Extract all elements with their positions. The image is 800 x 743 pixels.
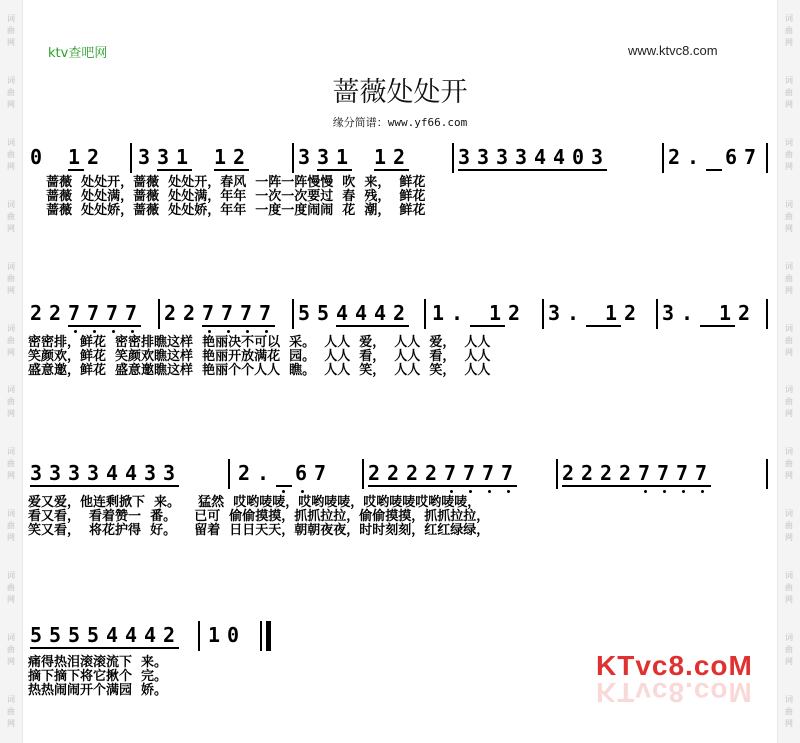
note-digit: 2 (387, 461, 400, 485)
watermark-glyphs (778, 0, 800, 62)
bar-line (656, 299, 658, 329)
watermark-glyph: 词 (7, 75, 15, 85)
note-digit: 2 (164, 301, 177, 325)
watermark-glyphs (778, 124, 800, 186)
note-digit: 3 (515, 145, 528, 169)
note-digit: 7 (444, 461, 457, 485)
note-digit: 1 (489, 301, 502, 325)
lyric-line: 盛意邀，鲜花 盛意邀瞧这样 艳丽个个人人 瞧。 人人 笑， 人人 笑， 人人 (28, 363, 491, 378)
watermark-glyph: 曲 (7, 397, 15, 407)
watermark-glyphs (778, 681, 800, 743)
note-digit: 1 (176, 145, 189, 169)
note-digit: 4 (534, 145, 547, 169)
note-digit: . (681, 301, 694, 325)
note-digit: 1 (432, 301, 445, 325)
beam-underline (562, 485, 711, 487)
lyric-line: 爱又爱，他连剩掀下 来。 猛然 哎哟唛唛，哎哟唛唛，哎哟唛唛哎哟唛唛， (28, 495, 481, 510)
note-digit: 7 (125, 301, 138, 325)
watermark-glyph: 网 (785, 657, 793, 667)
note-digit: 2 (233, 145, 246, 169)
watermark-glyph: 曲 (785, 707, 793, 717)
watermark-glyphs (0, 681, 22, 743)
watermark-glyphs (0, 0, 22, 62)
watermark-glyphs (778, 372, 800, 434)
note-digit: 3 (591, 145, 604, 169)
watermark-glyphs (778, 186, 800, 248)
note-digit: 7 (657, 461, 670, 485)
lower-octave-dot (74, 330, 77, 333)
lower-octave-dot (131, 330, 134, 333)
note-digit: 7 (240, 301, 253, 325)
watermark-glyph: 词 (785, 385, 793, 395)
watermark-glyphs (0, 619, 22, 681)
ktvc8-logo-reflection: KTvc8.coM (596, 677, 753, 708)
score-system-2 (28, 298, 774, 378)
note-digit: 2 (619, 461, 632, 485)
note-digit: 4 (374, 301, 387, 325)
beam-underline (276, 485, 292, 487)
lower-octave-dot (282, 490, 285, 493)
note-digit: 3 (144, 461, 157, 485)
note-digit: 3 (662, 301, 675, 325)
note-digit: 4 (125, 623, 138, 647)
song-title: 蔷薇处处开 (332, 77, 468, 108)
watermark-glyph: 曲 (7, 211, 15, 221)
beam-underline (368, 485, 517, 487)
note-digit: 7 (221, 301, 234, 325)
lower-octave-dot (208, 330, 211, 333)
note-digit: 7 (482, 461, 495, 485)
beam-underline (30, 485, 179, 487)
watermark-glyph: 词 (785, 633, 793, 643)
lyric-line: 摘下摘下将它揪个 完。 (28, 669, 168, 684)
lower-octave-dot (265, 330, 268, 333)
lower-octave-dot (246, 330, 249, 333)
watermark-glyph: 网 (785, 719, 793, 729)
watermark-glyph: 曲 (785, 459, 793, 469)
note-digit: 7 (744, 145, 757, 169)
lower-octave-dot (301, 490, 304, 493)
watermark-glyphs (778, 495, 800, 557)
note-digit: 0 (572, 145, 585, 169)
score-system-3 (28, 458, 774, 538)
watermark-glyph: 曲 (7, 707, 15, 717)
note-digit: 3 (548, 301, 561, 325)
beam-underline (202, 325, 275, 327)
watermark-glyph: 曲 (7, 583, 15, 593)
watermark-glyph: 曲 (7, 459, 15, 469)
note-digit: 2 (393, 145, 406, 169)
lyric-line: 密密排，鲜花 密密排瞧这样 艳丽决不可以 采。 人人 爱， 人人 爱， 人人 (28, 335, 491, 350)
bar-line (766, 143, 768, 173)
watermark-glyphs (778, 619, 800, 681)
lyric-line: 蔷薇 处处开，蔷薇 处处开，春风 一阵一阵慢慢 吹 来， 鲜花 (28, 175, 426, 190)
lower-octave-dot (450, 490, 453, 493)
bar-line (362, 459, 364, 489)
lyric-line: 笑颜欢，鲜花 笑颜欢瞧这样 艳丽开放满花 园。 人人 看， 人人 看， 人人 (28, 349, 491, 364)
watermark-glyph: 网 (785, 161, 793, 171)
beam-underline (68, 325, 141, 327)
watermark-glyph: 曲 (7, 521, 15, 531)
note-digit: 1 (214, 145, 227, 169)
watermark-glyph: 网 (7, 595, 15, 605)
note-digit: 2 (393, 301, 406, 325)
bar-line (542, 299, 544, 329)
watermark-glyph: 曲 (7, 25, 15, 35)
bar-line (556, 459, 558, 489)
watermark-glyph: 曲 (7, 645, 15, 655)
note-digit: . (567, 301, 580, 325)
watermark-glyph: 词 (785, 323, 793, 333)
watermark-glyph: 网 (7, 37, 15, 47)
watermark-glyphs (0, 310, 22, 372)
watermark-glyph: 曲 (785, 583, 793, 593)
note-digit: 2 (624, 301, 637, 325)
note-digit: 2 (406, 461, 419, 485)
watermark-glyph: 曲 (785, 521, 793, 531)
beam-underline (157, 169, 192, 171)
lyric-line: 痛得热泪滚滚流下 来。 (28, 655, 168, 670)
watermark-glyph: 网 (785, 223, 793, 233)
note-digit: 6 (295, 461, 308, 485)
notes-row (28, 298, 774, 330)
watermark-glyph: 网 (7, 471, 15, 481)
watermark-glyph: 曲 (785, 25, 793, 35)
watermark-glyph: 网 (785, 99, 793, 109)
note-digit: 1 (374, 145, 387, 169)
note-digit: 2 (163, 623, 176, 647)
watermark-glyph: 网 (785, 347, 793, 357)
watermark-glyphs (778, 557, 800, 619)
beam-underline (700, 325, 735, 327)
beam-underline (586, 325, 621, 327)
watermark-glyph: 词 (785, 695, 793, 705)
watermark-glyph: 网 (785, 285, 793, 295)
note-digit: 3 (163, 461, 176, 485)
watermark-glyph: 网 (785, 595, 793, 605)
watermark-glyph: 词 (785, 447, 793, 457)
note-digit: 1 (208, 623, 221, 647)
lyric-line: 蔷薇 处处娇，蔷薇 处处娇，年年 一度一度闹闹 花 潮， 鲜花 (28, 203, 426, 218)
note-digit: 5 (317, 301, 330, 325)
note-digit: 2 (368, 461, 381, 485)
note-digit: 7 (68, 301, 81, 325)
bar-line (198, 621, 200, 651)
beam-underline (336, 325, 409, 327)
watermark-glyph: 词 (785, 137, 793, 147)
final-bar-thick (266, 621, 271, 651)
watermark-glyphs (778, 433, 800, 495)
beam-underline (374, 169, 409, 171)
lower-octave-dot (112, 330, 115, 333)
site-url[interactable]: www.ktvc8.com (628, 43, 718, 58)
watermark-glyph: 词 (7, 633, 15, 643)
note-digit: . (257, 461, 270, 485)
watermark-glyphs (0, 495, 22, 557)
note-digit: 4 (553, 145, 566, 169)
lyric-line: 蔷薇 处处满，蔷薇 处处满，年年 一次一次要过 春 残， 鲜花 (28, 189, 426, 204)
watermark-glyph: 曲 (785, 211, 793, 221)
note-digit: 2 (738, 301, 751, 325)
watermark-glyph: 曲 (785, 149, 793, 159)
note-digit: 7 (106, 301, 119, 325)
right-watermark-strip (777, 0, 800, 743)
bar-line (452, 143, 454, 173)
watermark-glyph: 曲 (7, 149, 15, 159)
note-digit: 2 (49, 301, 62, 325)
note-digit: 5 (49, 623, 62, 647)
note-digit: 7 (463, 461, 476, 485)
note-digit: 2 (562, 461, 575, 485)
note-digit: 4 (106, 461, 119, 485)
notes-row (28, 458, 774, 490)
note-digit: 1 (719, 301, 732, 325)
note-digit: 1 (605, 301, 618, 325)
note-digit: . (451, 301, 464, 325)
note-digit: 2 (425, 461, 438, 485)
note-digit: 2 (668, 145, 681, 169)
watermark-glyphs (778, 310, 800, 372)
site-name[interactable]: ktv查吧网 (48, 46, 108, 61)
note-digit: 2 (600, 461, 613, 485)
watermark-glyph: 曲 (7, 335, 15, 345)
note-digit: 7 (87, 301, 100, 325)
watermark-glyph: 词 (785, 75, 793, 85)
note-digit: . (687, 145, 700, 169)
lyric-line: 笑又看， 将花护得 好。 留着 日日天天，朝朝夜夜，时时刻刻，红红绿绿， (28, 523, 490, 538)
watermark-glyph: 词 (7, 199, 15, 209)
watermark-glyph: 网 (7, 409, 15, 419)
lower-octave-dot (488, 490, 491, 493)
notes-row (28, 620, 774, 652)
note-digit: 3 (68, 461, 81, 485)
note-digit: 7 (314, 461, 327, 485)
lower-octave-dot (227, 330, 230, 333)
notes-row (28, 142, 774, 174)
bar-line (158, 299, 160, 329)
watermark-glyph: 词 (7, 447, 15, 457)
note-digit: 3 (317, 145, 330, 169)
note-digit: 4 (144, 623, 157, 647)
note-digit: 3 (87, 461, 100, 485)
bar-line (662, 143, 664, 173)
note-digit: 2 (508, 301, 521, 325)
watermark-glyph: 曲 (785, 397, 793, 407)
note-digit: 3 (298, 145, 311, 169)
note-digit: 0 (227, 623, 240, 647)
note-digit: 5 (68, 623, 81, 647)
watermark-glyph: 词 (785, 199, 793, 209)
note-digit: 7 (638, 461, 651, 485)
note-digit: 4 (106, 623, 119, 647)
beam-underline (317, 169, 352, 171)
note-digit: 2 (238, 461, 251, 485)
watermark-glyphs (0, 372, 22, 434)
note-digit: 1 (336, 145, 349, 169)
watermark-glyph: 词 (785, 509, 793, 519)
song-subtitle: 缘分简谱：www.yf66.com (332, 116, 468, 129)
beam-underline (30, 647, 179, 649)
beam-underline (458, 169, 607, 171)
watermark-glyph: 词 (7, 571, 15, 581)
watermark-glyph: 网 (785, 533, 793, 543)
note-digit: 7 (501, 461, 514, 485)
lower-octave-dot (507, 490, 510, 493)
watermark-glyph: 网 (785, 409, 793, 419)
bar-line (228, 459, 230, 489)
lyric-line: 热热闹闹开个满园 娇。 (28, 683, 168, 698)
watermark-glyph: 网 (7, 285, 15, 295)
bar-line (766, 299, 768, 329)
watermark-glyph: 网 (7, 99, 15, 109)
bar-line (130, 143, 132, 173)
watermark-glyphs (0, 186, 22, 248)
watermark-glyph: 词 (7, 13, 15, 23)
beam-underline (214, 169, 249, 171)
note-digit: 6 (725, 145, 738, 169)
note-digit: 2 (581, 461, 594, 485)
bar-line (766, 459, 768, 489)
beam-underline (68, 169, 84, 171)
note-digit: 4 (336, 301, 349, 325)
lower-octave-dot (644, 490, 647, 493)
note-digit: 7 (676, 461, 689, 485)
note-digit: 3 (30, 461, 43, 485)
watermark-glyph: 词 (7, 323, 15, 333)
watermark-glyph: 曲 (785, 645, 793, 655)
note-digit: 4 (355, 301, 368, 325)
note-digit: 3 (496, 145, 509, 169)
watermark-glyphs (0, 248, 22, 310)
note-digit: 3 (157, 145, 170, 169)
note-digit: 1 (68, 145, 81, 169)
watermark-glyph: 词 (7, 385, 15, 395)
watermark-glyphs (778, 248, 800, 310)
note-digit: 7 (202, 301, 215, 325)
watermark-glyph: 网 (7, 533, 15, 543)
watermark-glyph: 词 (7, 261, 15, 271)
watermark-glyph: 网 (7, 347, 15, 357)
note-digit: 5 (30, 623, 43, 647)
watermark-glyph: 词 (7, 137, 15, 147)
lyric-line: 看又看， 看着赞一 番。 已可 偷偷摸摸，抓抓拉拉，偷偷摸摸，抓抓拉拉， (28, 509, 490, 524)
note-digit: 3 (477, 145, 490, 169)
watermark-glyph: 网 (785, 471, 793, 481)
lower-octave-dot (701, 490, 704, 493)
note-digit: 5 (87, 623, 100, 647)
watermark-glyph: 曲 (785, 87, 793, 97)
watermark-glyph: 曲 (785, 273, 793, 283)
note-digit: 4 (125, 461, 138, 485)
bar-line (292, 143, 294, 173)
bar-line (292, 299, 294, 329)
note-digit: 5 (298, 301, 311, 325)
left-watermark-strip (0, 0, 23, 743)
watermark-glyph: 曲 (7, 87, 15, 97)
note-digit: 3 (458, 145, 471, 169)
watermark-glyph: 词 (7, 509, 15, 519)
note-digit: 3 (49, 461, 62, 485)
watermark-glyph: 网 (7, 719, 15, 729)
note-digit: 2 (87, 145, 100, 169)
watermark-glyphs (0, 124, 22, 186)
watermark-glyph: 曲 (785, 335, 793, 345)
note-digit: 2 (183, 301, 196, 325)
lower-octave-dot (663, 490, 666, 493)
watermark-glyph: 网 (7, 223, 15, 233)
watermark-glyph: 网 (7, 657, 15, 667)
watermark-glyph: 曲 (7, 273, 15, 283)
watermark-glyph: 词 (785, 571, 793, 581)
watermark-glyph: 网 (7, 161, 15, 171)
bar-line (424, 299, 426, 329)
lower-octave-dot (469, 490, 472, 493)
note-digit: 0 (30, 145, 43, 169)
watermark-glyph: 词 (785, 261, 793, 271)
watermark-glyph: 词 (785, 13, 793, 23)
watermark-glyphs (0, 433, 22, 495)
ktvc8-logo: KTvc8.coM (596, 650, 753, 681)
beam-underline (470, 325, 505, 327)
note-digit: 3 (138, 145, 151, 169)
note-digit: 7 (259, 301, 272, 325)
note-digit: 7 (695, 461, 708, 485)
watermark-glyphs (0, 557, 22, 619)
lower-octave-dot (93, 330, 96, 333)
watermark-glyph: 网 (785, 37, 793, 47)
beam-underline (706, 169, 722, 171)
score-system-1 (28, 142, 774, 218)
lower-octave-dot (682, 490, 685, 493)
watermark-glyph: 词 (7, 695, 15, 705)
final-bar-thin (260, 621, 262, 651)
note-digit: 2 (30, 301, 43, 325)
